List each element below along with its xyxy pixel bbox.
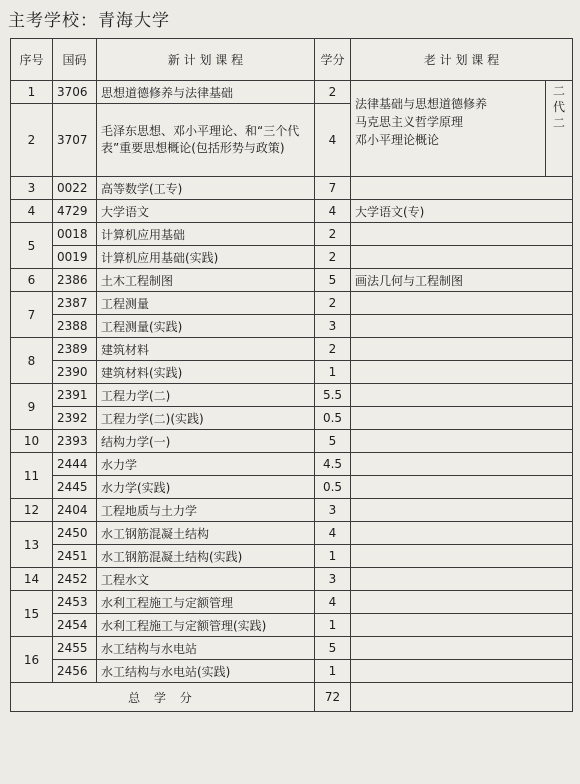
code-cell: 2456 (53, 660, 97, 683)
credit-cell: 3 (315, 568, 351, 591)
old-course-cell (351, 660, 573, 683)
old-course-group (351, 81, 573, 177)
old-course-cell: 画法几何与工程制图 (351, 269, 573, 292)
table-row (11, 407, 573, 430)
table-row (11, 522, 573, 545)
course-cell: 建筑材料 (97, 338, 315, 361)
school-header: 主考学校：青海大学 (8, 11, 170, 31)
course-cell: 计算机应用基础 (97, 223, 315, 246)
seq-cell: 15 (11, 591, 53, 637)
credit-cell: 5.5 (315, 384, 351, 407)
table-row (11, 591, 573, 614)
old-course-cell (351, 315, 573, 338)
total-value: 72 (315, 683, 351, 712)
code-cell: 3706 (53, 81, 97, 104)
old-course-item: 邓小平理论概论 (355, 133, 440, 147)
course-cell: 水利工程施工与定额管理(实践) (97, 614, 315, 637)
old-course-cell (351, 338, 573, 361)
course-cell: 工程水文 (97, 568, 315, 591)
course-cell: 工程测量(实践) (97, 315, 315, 338)
col-code: 国码 (53, 39, 97, 81)
code-cell: 2393 (53, 430, 97, 453)
table-row (11, 453, 573, 476)
code-cell: 0018 (53, 223, 97, 246)
old-course-item: 马克思主义哲学原理 (355, 115, 464, 129)
seq-cell: 5 (11, 223, 53, 269)
col-seq: 序号 (11, 39, 53, 81)
code-cell: 2452 (53, 568, 97, 591)
code-cell: 2388 (53, 315, 97, 338)
code-cell: 0019 (53, 246, 97, 269)
seq-cell: 8 (11, 338, 53, 384)
old-course-cell (351, 246, 573, 269)
code-cell: 0022 (53, 177, 97, 200)
old-course-cell (351, 177, 573, 200)
credit-cell: 4 (315, 522, 351, 545)
course-cell: 水工钢筋混凝土结构(实践) (97, 545, 315, 568)
old-course-cell (351, 361, 573, 384)
course-cell: 水工结构与水电站(实践) (97, 660, 315, 683)
seq-cell: 3 (11, 177, 53, 200)
seq-cell: 7 (11, 292, 53, 338)
old-course-cell (351, 591, 573, 614)
old-course-cell (351, 384, 573, 407)
seq-cell: 1 (11, 81, 53, 104)
course-cell: 高等数学(工专) (97, 177, 315, 200)
col-new-course: 新 计 划 课 程 (97, 39, 315, 81)
table-row (11, 223, 573, 246)
old-course-cell (351, 407, 573, 430)
table-row (11, 545, 573, 568)
seq-cell: 6 (11, 269, 53, 292)
old-course-cell (351, 476, 573, 499)
table-row (11, 637, 573, 660)
header-row (11, 39, 573, 81)
credit-cell: 0.5 (315, 476, 351, 499)
credit-cell: 7 (315, 177, 351, 200)
course-cell: 建筑材料(实践) (97, 361, 315, 384)
code-cell: 2454 (53, 614, 97, 637)
code-cell: 2444 (53, 453, 97, 476)
credit-cell: 2 (315, 338, 351, 361)
course-cell: 工程力学(二)(实践) (97, 407, 315, 430)
credit-cell: 0.5 (315, 407, 351, 430)
credit-cell: 2 (315, 292, 351, 315)
table-row (11, 660, 573, 683)
seq-cell: 14 (11, 568, 53, 591)
table-row (11, 614, 573, 637)
code-cell: 4729 (53, 200, 97, 223)
old-course-cell (351, 453, 573, 476)
table-row (11, 338, 573, 361)
code-cell: 2387 (53, 292, 97, 315)
seq-cell: 4 (11, 200, 53, 223)
old-course-cell: 大学语文(专) (351, 200, 573, 223)
code-cell: 2392 (53, 407, 97, 430)
course-cell: 毛泽东思想、邓小平理论、和“三个代表”重要思想概论(包括形势与政策) (97, 104, 315, 177)
side-note: 二 代 二 (545, 81, 572, 176)
seq-cell: 12 (11, 499, 53, 522)
credit-cell: 3 (315, 315, 351, 338)
table-row (11, 430, 573, 453)
seq-cell: 2 (11, 104, 53, 177)
table-row (11, 476, 573, 499)
col-old-course: 老 计 划 课 程 (351, 39, 573, 81)
table-row (11, 81, 573, 104)
course-cell: 大学语文 (97, 200, 315, 223)
credit-cell: 2 (315, 246, 351, 269)
table-row (11, 568, 573, 591)
credit-cell: 5 (315, 637, 351, 660)
table-row (11, 361, 573, 384)
code-cell: 2450 (53, 522, 97, 545)
col-credit: 学分 (315, 39, 351, 81)
credit-cell: 4 (315, 591, 351, 614)
seq-cell: 13 (11, 522, 53, 568)
credit-cell: 3 (315, 499, 351, 522)
seq-cell: 16 (11, 637, 53, 683)
course-cell: 工程测量 (97, 292, 315, 315)
course-cell: 思想道德修养与法律基础 (97, 81, 315, 104)
old-course-cell (351, 568, 573, 591)
code-cell: 2453 (53, 591, 97, 614)
course-cell: 水力学(实践) (97, 476, 315, 499)
credit-cell: 4 (315, 200, 351, 223)
old-course-cell (351, 223, 573, 246)
credit-cell: 5 (315, 430, 351, 453)
code-cell: 2390 (53, 361, 97, 384)
total-row (11, 683, 573, 712)
course-cell: 水力学 (97, 453, 315, 476)
credit-cell: 4 (315, 104, 351, 177)
credit-cell: 5 (315, 269, 351, 292)
old-course-cell (351, 292, 573, 315)
credit-cell: 2 (315, 81, 351, 104)
code-cell: 2404 (53, 499, 97, 522)
table-row (11, 269, 573, 292)
table-row (11, 200, 573, 223)
credit-cell: 1 (315, 660, 351, 683)
credit-cell: 1 (315, 361, 351, 384)
old-course-item: 法律基础与思想道德修养 (355, 97, 488, 111)
course-cell: 水工结构与水电站 (97, 637, 315, 660)
table-row (11, 499, 573, 522)
credit-cell: 4.5 (315, 453, 351, 476)
table-row (11, 292, 573, 315)
code-cell: 2455 (53, 637, 97, 660)
code-cell: 2391 (53, 384, 97, 407)
table-row (11, 384, 573, 407)
table-row (11, 177, 573, 200)
course-cell: 结构力学(一) (97, 430, 315, 453)
table-row (11, 315, 573, 338)
old-course-cell (351, 637, 573, 660)
course-cell: 水工钢筋混凝土结构 (97, 522, 315, 545)
seq-cell: 9 (11, 384, 53, 430)
old-course-cell (351, 545, 573, 568)
credit-cell: 2 (315, 223, 351, 246)
code-cell: 2451 (53, 545, 97, 568)
code-cell: 2386 (53, 269, 97, 292)
credit-cell: 1 (315, 614, 351, 637)
old-course-cell (351, 614, 573, 637)
course-cell: 土木工程制图 (97, 269, 315, 292)
old-course-cell (351, 499, 573, 522)
course-cell: 工程力学(二) (97, 384, 315, 407)
seq-cell: 11 (11, 453, 53, 499)
old-course-cell (351, 522, 573, 545)
code-cell: 2445 (53, 476, 97, 499)
old-course-cell (351, 683, 573, 712)
code-cell: 3707 (53, 104, 97, 177)
course-cell: 水利工程施工与定额管理 (97, 591, 315, 614)
table-row (11, 246, 573, 269)
credit-cell: 1 (315, 545, 351, 568)
course-cell: 工程地质与土力学 (97, 499, 315, 522)
course-table (10, 38, 573, 712)
old-course-cell (351, 430, 573, 453)
total-label: 总 学 分 (11, 683, 315, 712)
seq-cell: 10 (11, 430, 53, 453)
code-cell: 2389 (53, 338, 97, 361)
course-cell: 计算机应用基础(实践) (97, 246, 315, 269)
